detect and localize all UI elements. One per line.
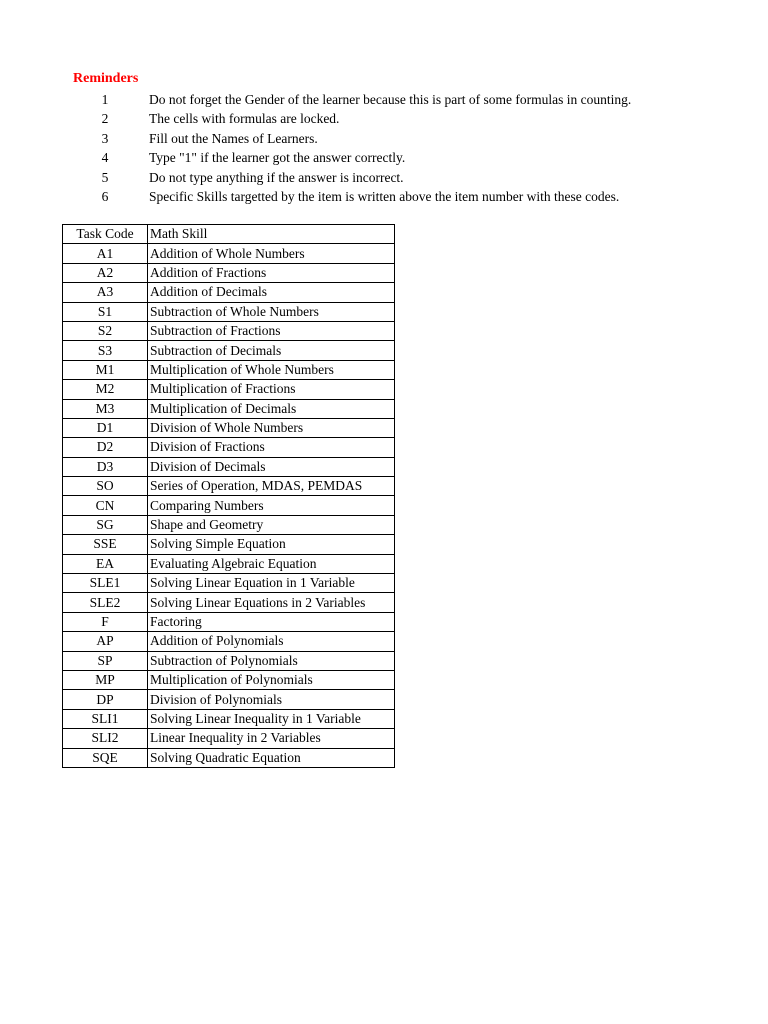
reminder-text: Do not forget the Gender of the learner because this is part of some formulas in counting. (149, 92, 632, 107)
task-code-cell: D2 (63, 438, 148, 457)
math-skill-cell: Evaluating Algebraic Equation (148, 554, 395, 573)
table-body (63, 244, 395, 768)
math-skill-cell: Addition of Decimals (148, 283, 395, 302)
task-code-cell: SLE1 (63, 574, 148, 593)
header-math-skill: Math Skill (148, 225, 395, 244)
table-row (63, 360, 395, 379)
table-row (63, 729, 395, 748)
task-code-cell: M2 (63, 380, 148, 399)
table-row (63, 457, 395, 476)
table-row (63, 399, 395, 418)
task-code-cell: D1 (63, 418, 148, 437)
task-code-cell: SG (63, 515, 148, 534)
task-code-cell: S3 (63, 341, 148, 360)
task-code-cell: F (63, 612, 148, 631)
math-skill-cell: Linear Inequality in 2 Variables (148, 729, 395, 748)
task-code-table (62, 224, 395, 768)
table-row (63, 554, 395, 573)
math-skill-cell: Multiplication of Decimals (148, 399, 395, 418)
reminder-item (0, 129, 768, 148)
math-skill-cell: Addition of Fractions (148, 263, 395, 282)
task-code-cell: EA (63, 554, 148, 573)
math-skill-cell: Solving Linear Equations in 2 Variables (148, 593, 395, 612)
math-skill-cell: Solving Quadratic Equation (148, 748, 395, 767)
table-row (63, 380, 395, 399)
table-row (63, 321, 395, 340)
math-skill-cell: Addition of Polynomials (148, 632, 395, 651)
math-skill-cell: Multiplication of Fractions (148, 380, 395, 399)
table-header-row (63, 225, 395, 244)
math-skill-cell: Subtraction of Fractions (148, 321, 395, 340)
table-row (63, 574, 395, 593)
task-code-cell: SQE (63, 748, 148, 767)
table-row (63, 651, 395, 670)
reminders-title: Reminders (73, 71, 139, 86)
math-skill-cell: Multiplication of Whole Numbers (148, 360, 395, 379)
math-skill-cell: Division of Whole Numbers (148, 418, 395, 437)
math-skill-cell: Comparing Numbers (148, 496, 395, 515)
math-skill-cell: Division of Decimals (148, 457, 395, 476)
reminder-item (0, 168, 768, 187)
reminder-item (0, 109, 768, 128)
task-code-cell: D3 (63, 457, 148, 476)
table-row (63, 496, 395, 515)
table-row (63, 670, 395, 689)
task-code-cell: CN (63, 496, 148, 515)
reminder-text: Specific Skills targetted by the item is written above the item number with these codes. (149, 188, 620, 204)
reminder-text: Do not type anything if the answer is incorrect. (149, 169, 404, 185)
task-code-cell: SO (63, 477, 148, 496)
table-row (63, 477, 395, 496)
task-code-cell: M1 (63, 360, 148, 379)
table-row (63, 748, 395, 767)
reminder-number: 3 (101, 130, 109, 146)
reminder-text: Type "1" if the learner got the answer correctly. (149, 150, 406, 166)
task-code-cell: A3 (63, 283, 148, 302)
table-row (63, 341, 395, 360)
reminder-number: 2 (101, 111, 109, 127)
header-task-code: Task Code (63, 225, 148, 244)
math-skill-cell: Factoring (148, 612, 395, 631)
task-code-cell: AP (63, 632, 148, 651)
math-skill-cell: Shape and Geometry (148, 515, 395, 534)
math-skill-cell: Subtraction of Polynomials (148, 651, 395, 670)
table-row (63, 302, 395, 321)
table-row (63, 515, 395, 534)
table-row (63, 535, 395, 554)
task-code-cell: SSE (63, 535, 148, 554)
reminder-number: 1 (101, 92, 109, 107)
math-skill-cell: Division of Polynomials (148, 690, 395, 709)
task-code-cell: MP (63, 670, 148, 689)
task-code-cell: M3 (63, 399, 148, 418)
task-code-cell: S1 (63, 302, 148, 321)
math-skill-cell: Multiplication of Polynomials (148, 670, 395, 689)
table-row (63, 612, 395, 631)
reminder-item (0, 90, 768, 109)
task-code-cell: A2 (63, 263, 148, 282)
table-row (63, 244, 395, 263)
math-skill-cell: Subtraction of Whole Numbers (148, 302, 395, 321)
task-code-cell: A1 (63, 244, 148, 263)
task-code-cell: SP (63, 651, 148, 670)
math-skill-cell: Solving Simple Equation (148, 535, 395, 554)
reminder-item (0, 148, 768, 167)
task-code-cell: S2 (63, 321, 148, 340)
reminder-number: 4 (101, 150, 109, 166)
table-row (63, 283, 395, 302)
table-row (63, 438, 395, 457)
reminder-number: 6 (101, 188, 109, 204)
task-code-cell: SLI1 (63, 709, 148, 728)
reminders-list (0, 90, 768, 206)
table-row (63, 632, 395, 651)
task-code-cell: SLE2 (63, 593, 148, 612)
math-skill-cell: Addition of Whole Numbers (148, 244, 395, 263)
reminder-text: The cells with formulas are locked. (149, 111, 340, 127)
task-code-cell: SLI2 (63, 729, 148, 748)
math-skill-cell: Division of Fractions (148, 438, 395, 457)
table-row (63, 593, 395, 612)
table-row (63, 263, 395, 282)
reminder-text: Fill out the Names of Learners. (149, 130, 318, 146)
table-row (63, 690, 395, 709)
table-row (63, 418, 395, 437)
math-skill-cell: Series of Operation, MDAS, PEMDAS (148, 477, 395, 496)
math-skill-cell: Subtraction of Decimals (148, 341, 395, 360)
reminder-number: 5 (101, 169, 109, 185)
table-row (63, 709, 395, 728)
math-skill-cell: Solving Linear Equation in 1 Variable (148, 574, 395, 593)
task-code-cell: DP (63, 690, 148, 709)
reminder-item (0, 187, 768, 206)
math-skill-cell: Solving Linear Inequality in 1 Variable (148, 709, 395, 728)
